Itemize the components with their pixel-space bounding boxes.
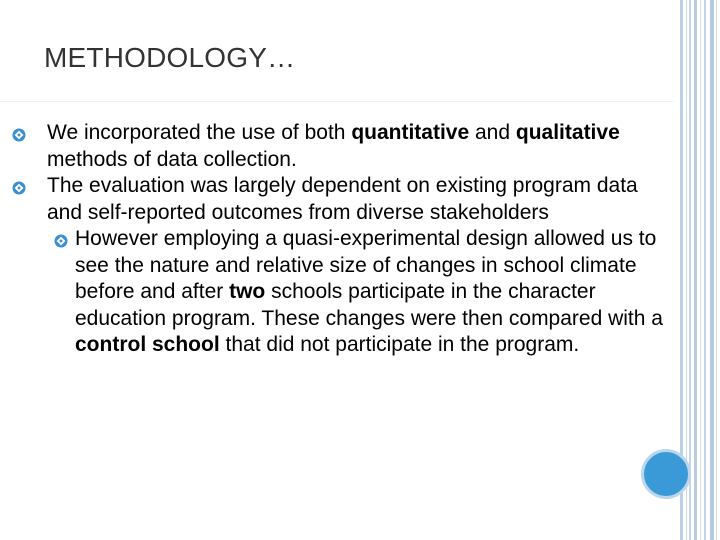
hollow-diamond-icon [53, 230, 69, 257]
border-stripe [700, 0, 701, 540]
text-segment: However employing a quasi-experimental design allowed us to see the nature and relative size of changes in school climate before and after [75, 227, 657, 303]
slide-title: METHODOLOGY… [44, 42, 296, 73]
text-segment-bold: qualitative [515, 121, 620, 144]
text-segment: schools participate in the character education program. These changes were then compared with a [75, 280, 663, 330]
text-segment: and [469, 121, 516, 144]
bullet-item [0, 173, 670, 226]
sub-bullet-item [0, 226, 670, 359]
text-segment: The evaluation was largely dependent on existing program data and self-reported outcomes from diverse stakeholders [47, 174, 638, 224]
bullet-item [0, 120, 670, 173]
border-stripe [710, 0, 714, 540]
border-stripe [694, 0, 697, 540]
text-segment-bold: quantitative [351, 121, 470, 144]
text-segment-bold: control school [75, 333, 220, 356]
text-segment-bold: two [229, 280, 266, 303]
border-stripe [716, 0, 717, 540]
text-segment: methods of data collection. [47, 147, 297, 171]
hollow-diamond-icon [11, 124, 27, 151]
hollow-diamond-icon [11, 177, 27, 204]
bullet-list [0, 120, 670, 359]
text-segment: that did not participate in the program. [219, 333, 580, 356]
title-divider [0, 101, 674, 102]
accent-circle [641, 449, 691, 499]
text-segment: We incorporated the use of both [47, 121, 352, 144]
border-stripe [689, 0, 691, 540]
border-stripe [704, 0, 706, 540]
